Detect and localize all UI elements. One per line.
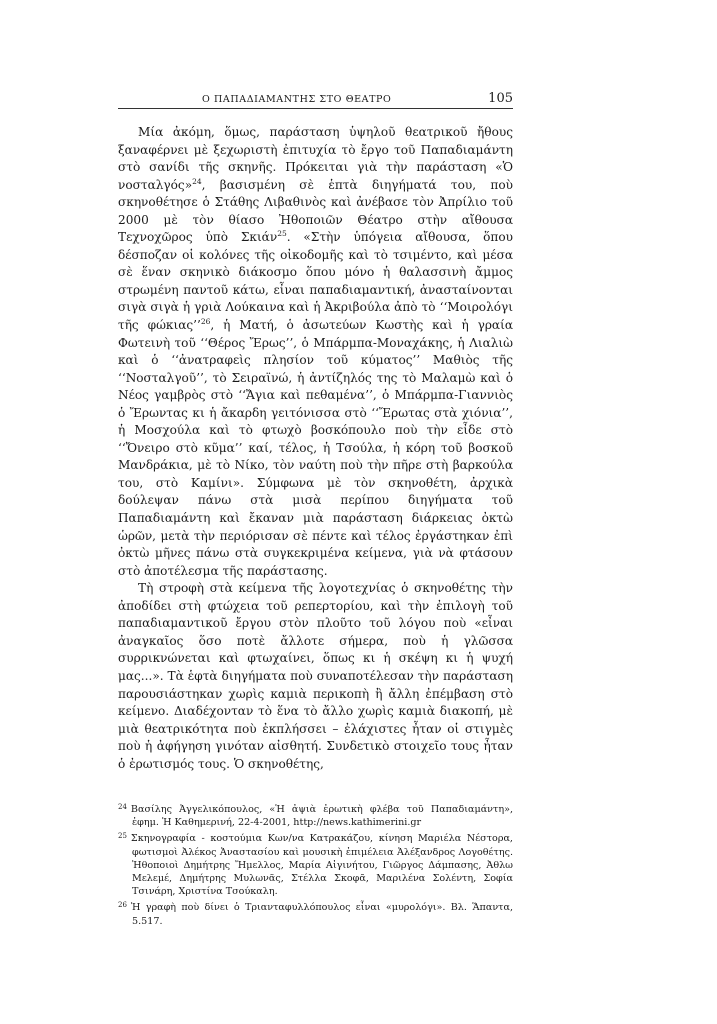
paragraph-text: Τὴ στροφὴ στὰ κείμενα τῆς λογοτεχνίας ὁ σκηνοθέτης τὴν ἀποδίδει στὴ φτώχεια τοῦ ρεπερτορίου, καὶ τὴν ἐπιλογὴ τοῦ παπαδιαμαντικοῦ ἔργου στὸν πλοῦτο τοῦ λόγου ποὺ «εἶναι ἀναγκαῖος ὅσο ποτὲ ἄλλοτε σήμερα, ποὺ ἡ γλῶσσα συρρικνώνεται καὶ φτωχαίνει, ὅπως κι ἡ σκέψη κι ἡ ψυχή μας...». Τὰ ἑφτὰ διηγήματα ποὺ συναποτέλεσαν τὴν παράσταση παρουσιάστηκαν χωρὶς καμιὰ περικοπὴ ἢ ἄλλη ἐπέμβαση στὸ κείμενο. Διαδέχονταν τὸ ἕνα τὸ ἄλλο χωρὶς καμιὰ διακοπή, μὲ μιὰ θεατρικότητα ποὺ ἐκπλήσσει – ἐλάχιστες ἦταν οἱ στιγμὲς ποὺ ἡ ἀφήγηση γινόταν αἰσθητή. Συνδετικὸ στοιχεῖο τους ἦταν ὁ ἐρωτισμός τους. Ὁ σκηνοθέτης, [118,581,513,771]
paragraph-text: Μία ἀκόμη, ὅμως, παράσταση ὑψηλοῦ θεατρικοῦ ἤθους ξαναφέρνει μὲ ξεχωριστὴ ἐπιτυχία τὸ ἔργο τοῦ Παπαδιαμάντη στὸ σανίδι τῆς σκηνῆς. Πρόκειται γιὰ τὴν παράσταση «Ὁ νοσταλγός» [118,125,513,192]
paragraph-text: . «Στὴν ὑπόγεια αἴθουσα, ὅπου δέσποζαν οἱ κολόνες τῆς οἰκοδομῆς καὶ τὸ τσιμέντο, καὶ μέσα σὲ ἕναν σκηνικὸ διάκοσμο ὅπου μόνο ἡ θαλασσινὴ ἄμμος στρωμένη παντοῦ κάτω, εἶναι παπαδιαμαντική, ἀνασταίνονται σιγὰ σιγὰ ἡ γριὰ Λούκαινα καὶ ἡ Ἀκριβούλα ἀπὸ τὸ ‘‘Μοιρολόγι τῆς φώκιας’’ [118,230,513,333]
footnote [118,830,513,898]
running-head: Ο ΠΑΠΑΔΙΑΜΑΝΤΗΣ ΣΤΟ ΘΕΑΤΡΟ [202,94,392,105]
paragraph [118,124,513,580]
footnote-ref: 24 [192,176,202,186]
footnotes [118,801,513,929]
footnote-number: 25 [118,832,127,841]
footnote [118,801,513,829]
page-number: 105 [488,91,513,106]
footnote-text: Ἡ γραφὴ ποὺ δίνει ὁ Τριανταφυλλόπουλος εἶναι «μυρολόγι». Βλ. Ἅπαντα, 5.517. [130,902,513,927]
footnote-text: Βασίλης Ἀγγελικόπουλος, «Ἡ ἀψιὰ ἐρωτικὴ φλέβα τοῦ Παπαδιαμάντη», ἐφημ. Ἡ Καθημερινή, 22-4-2001, http://news.kathimerini.gr [130,804,513,829]
footnote-ref: 25 [277,229,287,239]
main-text [118,124,513,773]
footnote-ref: 26 [200,317,211,327]
paragraph [118,580,513,773]
footnote-number: 26 [118,901,127,910]
footnote-number: 24 [118,803,127,811]
footnote [118,899,513,927]
footnote-text: Σκηνογραφία - κοστούμια Κων/να Κατρακάζου, κίνηση Μαριέλα Νέστορα, φωτισμοὶ Ἀλέκος Ἀναστασίου καὶ μουσικὴ ἐπιμέλεια Ἀλέξανδρος Λογοθέτης. Ἠθοποιοὶ Δημήτρης Ἤμελλος, Μαρία Αἰγινήτου, Γιῶργος Δάμπασης, Ἀθλω Μελεμέ, Δημήτρης Μυλωνᾶς, Στέλλα Σκοφᾶ, Μαριλένα Σολέντη, Σοφία Τσινάρη, Χριστίνα Τσούκαλη. [130,833,513,898]
page-header [118,91,513,109]
paragraph-text: , ἡ Ματή, ὁ ἀσωτεύων Κωστὴς καὶ ἡ γραία Φωτεινὴ τοῦ ‘‘Θέρος Ἔρως’’, ὁ Μπάρμπα-Μοναχάκης, ἡ Λιαλιὼ καὶ ὁ ‘‘ἀνατραφεὶς πλησίον τοῦ κύματος’’ Μαθιὸς τῆς ‘‘Νοσταλγοῦ’’, τὸ Σειραϊνώ, ἡ ἀντίζηλός της τὸ Μαλαμὼ καὶ ὁ Νέος γαμβρὸς στὸ ‘‘Ἄγια καὶ πεθαμένα’’, ὁ Μπάρμπα-Γιαννιὸς ὁ Ἔρωντας κι ἡ ἄκαρδη γειτόνισσα στὸ ‘‘Ἔρωτας στὰ χιόνια’’, ἡ Μοσχούλα καὶ τὸ φτωχὸ βοσκόπουλο ποὺ τὴν εἶδε στὸ ‘‘Ὄνειρο στὸ κῦμα’’ καί, τέλος, ἡ Τσούλα, ἡ κόρη τοῦ βοσκοῦ Μανδράκια, μὲ τὸ Νίκο, τὸν ναύτη ποὺ τὴν πῆρε στὴ βαρκούλα του, στὸ Καμίνι». Σύμφωνα μὲ τὸν σκηνοθέτη, ἀρχικὰ δούλεψαν πάνω στὰ μισὰ περίπου διηγήματα τοῦ Παπαδιαμάντη καὶ ἔκαναν μιὰ παράσταση διάρκειας ὀκτὼ ὡρῶν, μετὰ τὴν περιόρισαν σὲ πέντε καὶ τέλος ἐργάστηκαν ἐπὶ ὀκτὼ μῆνες πάνω στὰ συγκεκριμένα κείμενα, γιὰ νὰ φτάσουν στὸ ἀποτέλεσμα τῆς παράστασης. [118,318,514,578]
paragraph-text: , βασισμένη σὲ ἑπτὰ διηγήματά του, ποὺ σκηνοθέτησε ὁ Στάθης Λιβαθινὸς καὶ ἀνέβασε τὸν Ἀπρίλιο τοῦ 2000 μὲ τὸν θίασο Ἠθοποιῶν Θέατρο στὴν αἴθουσα Τεχνοχῶρος ὑπὸ Σκιάν [118,177,513,245]
